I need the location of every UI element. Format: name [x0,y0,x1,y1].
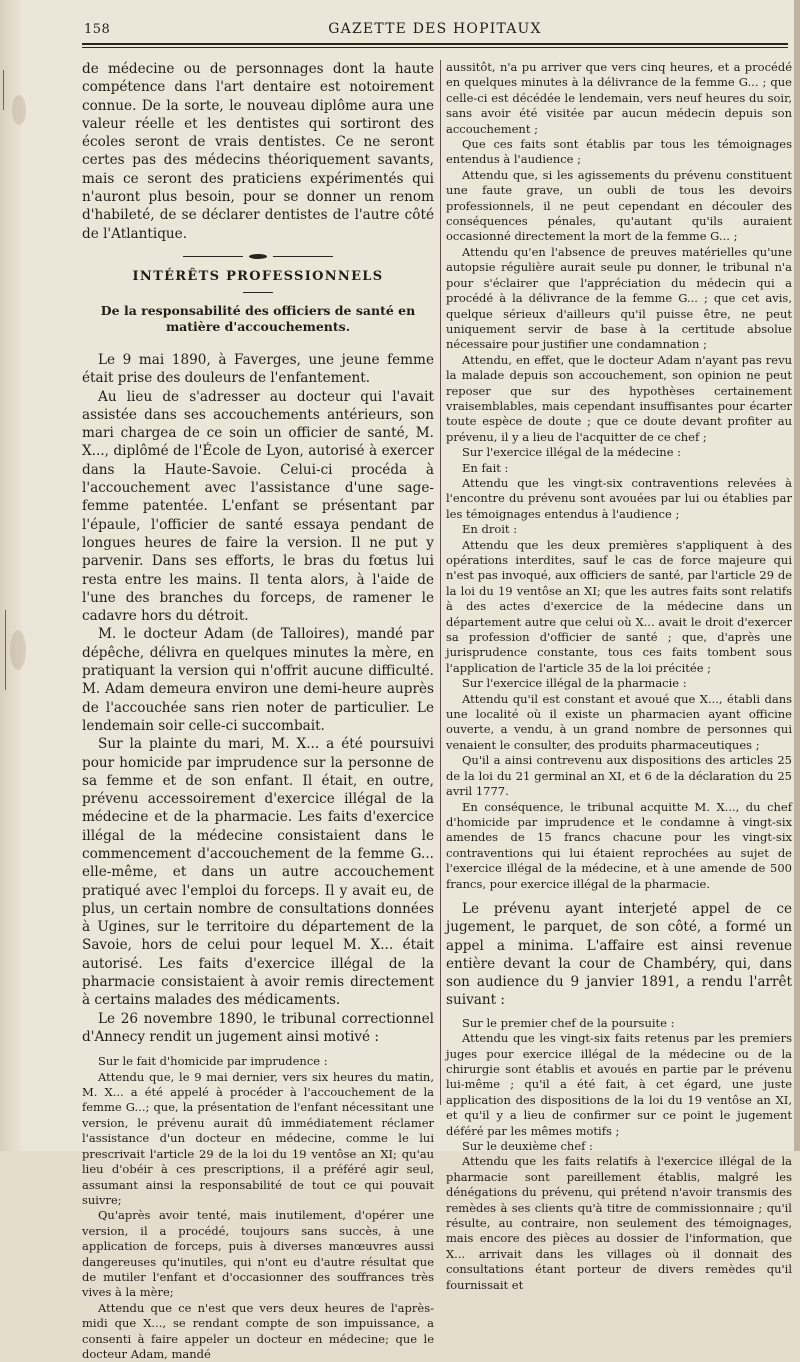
arret-heading: Sur le premier chef de la poursuite : [462,1015,675,1030]
judgment-paragraph: Qu'il a ainsi contrevenu aux dispositions des articles 25 de la loi du 21 germinal an XI, et 6 de la déclaration du 25 avril 1777. [446,753,792,799]
section-ornament [183,254,333,260]
section-title: INTÉRÊTS PROFESSIONNELS [132,268,384,284]
journal-title: GAZETTE DES HOPITAUX [328,21,542,37]
header-rule-thin [82,47,788,48]
column-divider [440,60,441,1105]
judgment-paragraph: Que ces faits sont établis par tous les témoignages entendus à l'audience ; [446,137,792,167]
judgment-paragraph: Attendu que ce n'est que vers deux heures de l'après-midi que X..., se rendant compte de son impuissance, a consenti à faire appeler un docteur en médecine; que le docteur Adam, mandé [82,1300,434,1361]
arret-paragraph: Attendu que les vingt-six faits retenus par les premiers juges pour exercice illégal de la médecine ou de la chirurgie sont établis et avoués en partie par le prévenu lui-même ; qu'il a été fait, à cet égard, une juste application des dispositions de la loi du 19 ventôse an XI, et qu'il y a lieu de confirmer sur ce point le jugement déféré par les mêmes motifs ; [446,1031,792,1138]
judgment-paragraph: Attendu que, le 9 mai dernier, vers six heures du matin, M. X... a été appelé à procéder à l'accouchement de la femme G...; que, la présentation de l'enfant nécessitant une version, le prévenu aurait dû immédiatement réclamer l'assistance d'un docteur en médecine, comme le lui prescrivait l'article 29 de la loi du 19 ventôse an XI; qu'au lieu d'obéir à ces prescriptions, il a préféré agir seul, assumant ainsi la responsabilité de tout ce qui pouvait suivre; [82,1069,434,1207]
judgment-heading: Sur l'exercice illégal de la pharmacie : [462,676,687,691]
spacer [446,892,792,900]
arret-paragraph: Attendu que les faits relatifs à l'exercice illégal de la pharmacie sont pareillement établis, malgré les dénégations du prévenu, qui prétend n'avoir transmis des remèdes à ses clients qu'à titre de commissionnaire ; qu'il résulte, au contraire, non seulement des témoignages, mais encore des pièces au dossier de l'information, que X... arrivait dans les villages où il donnait des consultations étant porteur de divers remèdes qu'il fournissait et [446,1154,792,1292]
paper-stain [10,630,26,670]
header-rule-thick [82,43,788,45]
judgment-heading: Sur l'exercice illégal de la médecine : [462,445,682,460]
intro-paragraph: de médecine ou de personnages dont la haute compétence dans l'art dentaire est notoirement connue. De la sorte, le nouveau diplôme aura une valeur réelle et les dentistes qui sortiront des écoles seront de vrais dentistes. Ce ne seront certes pas des médecins théoriquement savants, mais ce seront des praticiens expérimentés qui n'auront plus besoin, pour se donner un renom d'habileté, de se déclarer dentistes de l'autre côté de l'Atlantique. [82,61,434,242]
judgment-heading: En droit : [462,522,518,537]
spacer [82,1046,434,1054]
judgment-paragraph: Attendu, en effet, que le docteur Adam n'ayant pas revu la malade depuis son accouchement, son opinion ne peut reposer que sur des hypothèses certainement vraisemblables, mais cependant insuffisantes pour écarter toute espèce de doute ; que ce doute devant profiter au prévenu, il y a lieu de l'acquitter de ce chef ; [446,352,792,444]
article-paragraph: Le 9 mai 1890, à Faverges, une jeune femme était prise des douleurs de l'enfantement. [82,351,434,387]
article-paragraph: Sur la plainte du mari, M. X... a été poursuivi pour homicide par imprudence sur la personne de sa femme et de son enfant. Il était, en outre, prévenu accessoirement d'exercice illégal de la médecine et de la pharmacie. Les faits d'exercice illégal de la médecine consistaient dans le commencement d'accouchement de la femme G... elle-même, et dans un autre accouchement pratiqué avec l'emploi du forceps. Il y avait eu, de plus, un certain nombre de consultations données à Ugines, sur le territoire du département de la Savoie, hors de celui pour lequel M. X... était autorisé. Les faits d'exercice illégal de la pharmacie consistaient à avoir remis directement à certains malades des médicaments. [82,736,434,1009]
binding-mark [5,610,6,690]
article-paragraph: Le 26 novembre 1890, le tribunal correctionnel d'Annecy rendit un jugement ainsi motivé : [82,1010,434,1045]
judgment-paragraph: Attendu qu'il est constant et avoué que X..., établi dans une localité où il existe un pharmacien ayant officine ouverte, a vendu, à un grand nombre de personnes qui venaient le consulter, des produits pharmaceutiques ; [446,691,792,752]
judgment-paragraph: Attendu qu'en l'absence de preuves matérielles qu'une autopsie régulière aurait seule pu donner, le tribunal n'a pour s'éclairer que l'appréciation du médecin qui a procédé à la délivrance de la femme G... ; que cet avis, quelque sérieux d'ailleurs qu'il puisse être, ne peut uniquement servir de base à la certitude absolue nécessaire pour justifier une condamnation ; [446,244,792,352]
title-separator [243,292,273,293]
arret-heading: Sur le deuxième chef : [462,1138,593,1153]
judgment-paragraph: En conséquence, le tribunal acquitte M. X..., du chef d'homicide par imprudence et le condamne à vingt-six amendes de 15 francs chacune pour les vingt-six contraventions qui lui étaient reprochées au sujet de l'exercice illégal de la médecine, et à une amende de 500 francs, pour exercice illégal de la pharmacie. [446,799,792,891]
paper-stain [12,95,26,125]
page-number: 158 [84,22,111,37]
article-paragraph: Au lieu de s'adresser au docteur qui l'avait assistée dans ses accouchements antérieurs, son mari chargea de ce soin un officier de santé, M. X..., diplômé de l'École de Lyon, autorisé à exercer dans la Haute-Savoie. Celui-ci procéda à l'accouchement avec l'assistance d'une sage-femme patentée. L'enfant se présentant par l'épaule, l'officier de santé essaya pendant de longues heures de faire la version. Il ne put y parvenir. Dans ses efforts, le bras du fœtus lui resta entre les mains. Il tenta alors, à l'aide de l'une des branches du forceps, de ramener le cadavre hors du détroit. [82,388,434,625]
judgment-paragraph: Attendu que les vingt-six contraventions relevées à l'encontre du prévenu sont avouées par lui ou établies par les témoignages entendus à l'audience ; [446,475,792,521]
appeal-paragraph: Le prévenu ayant interjeté appel de ce jugement, le parquet, de son côté, a formé un appel a minima. L'affaire est ainsi revenue entière devant la cour de Chambéry, qui, dans son audience du 9 janvier 1891, a rendu l'arrêt suivant : [446,900,792,1009]
page-edge [794,0,800,1151]
left-column [82,60,434,1362]
judgment-paragraph: aussitôt, n'a pu arriver que vers cinq heures, et a procédé en quelques minutes à la délivrance de la femme G... ; que celle-ci est décédée le lendemain, vers neuf heures du soir, sans avoir été visitée par aucun médecin depuis son accouchement ; [446,60,792,136]
judgment-heading: En fait : [462,460,509,475]
page-gutter [0,0,22,1151]
article-title: De la responsabilité des officiers de santé en matière d'accouchements. [100,302,416,334]
right-column [446,60,792,1293]
page-header [82,20,788,38]
judgment-heading: Sur le fait d'homicide par imprudence : [98,1054,328,1069]
article-paragraph: M. le docteur Adam (de Talloires), mandé par dépêche, délivra en quelques minutes la mère, en pratiquant la version qui n'offrit aucune difficulté. M. Adam demeura environ une demi-heure auprès de l'accouchée sans rien noter de particulier. Le lendemain soir celle-ci succombait. [82,626,434,734]
judgment-paragraph: Attendu que, si les agissements du prévenu constituent une faute grave, un oubli de tous les devoirs professionnels, il ne peut cependant en découler des conséquences pénales, qu'autant qu'ils auraient occasionné directement la mort de la femme G... ; [446,167,792,244]
binding-mark [3,70,4,110]
judgment-paragraph: Qu'après avoir tenté, mais inutilement, d'opérer une version, il a procédé, toujours sans succès, à une application de forceps, puis à diverses manœuvres aussi dangereuses qu'inutiles, qui n'ont eu d'autre résultat que de mutiler l'enfant et d'occasionner des souffrances très vives à la mère; [82,1208,434,1300]
judgment-paragraph: Attendu que les deux premières s'appliquent à des opérations interdites, sauf le cas de force majeure qui n'est pas invoqué, aux officiers de santé, par l'article 29 de la loi du 19 ventôse an XI; que les autres faits sont relatifs à des actes d'exercice de la médecine dans un département autre que celui où X... avait le droit d'exercer sa profession d'officier de santé ; que, d'après une jurisprudence constante, tous ces faits tombent sous l'application de l'article 35 de la loi précitée ; [446,537,792,675]
